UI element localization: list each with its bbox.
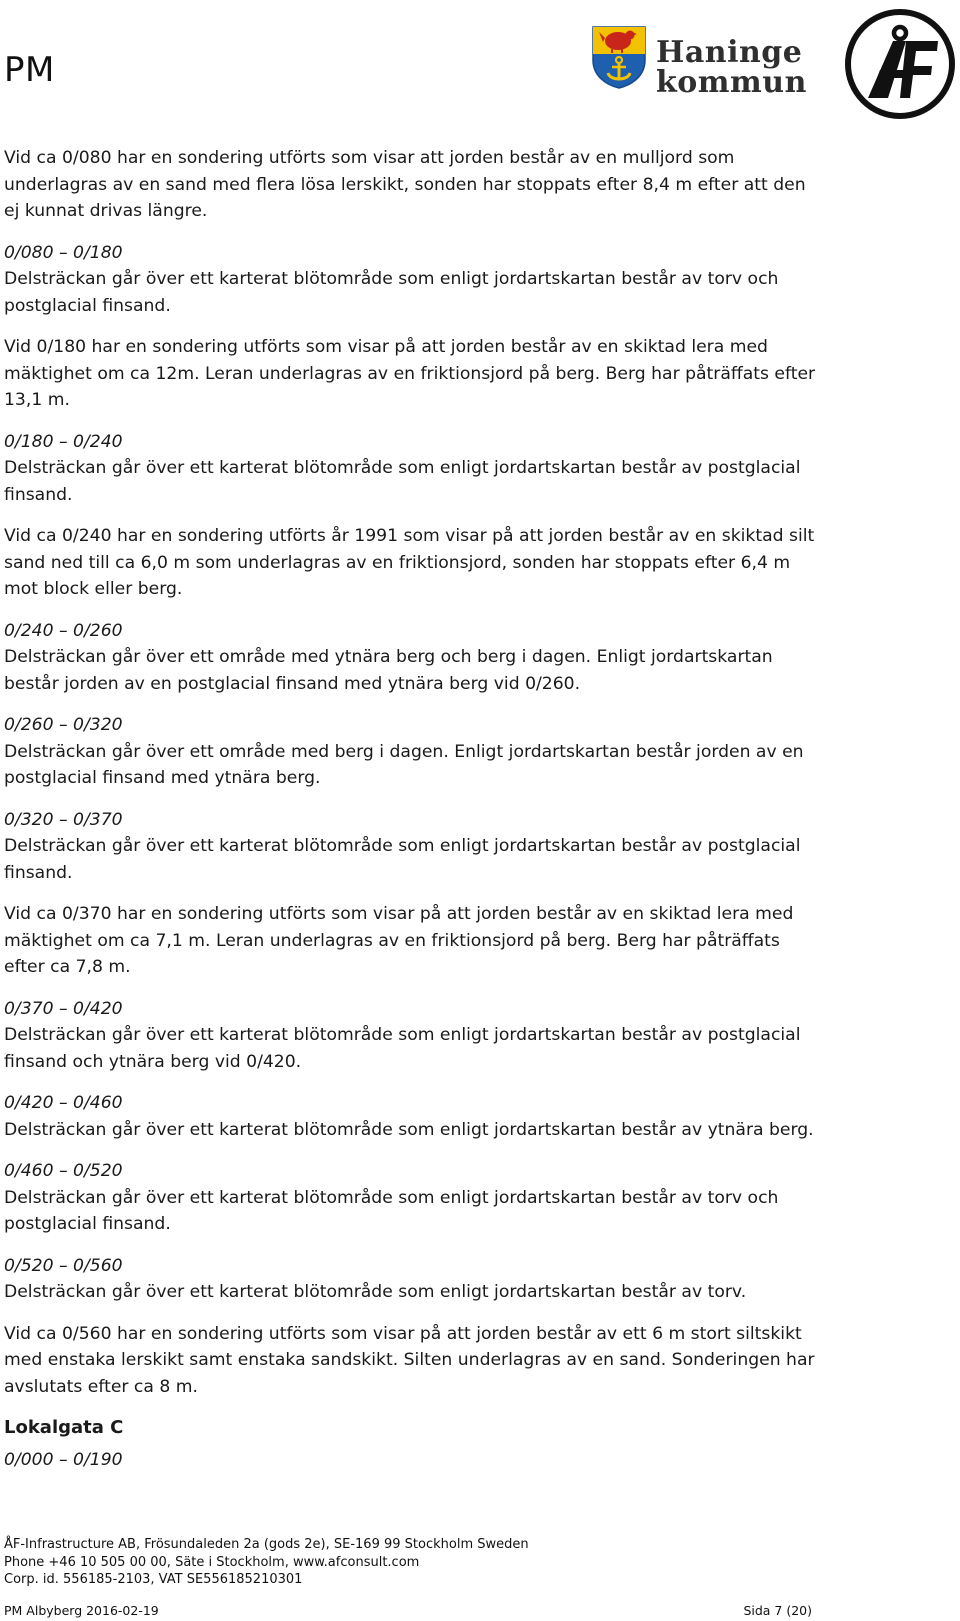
section-range: 0/080 – 0/180: [4, 242, 123, 263]
body-paragraph: Delsträckan går över ett område med berg i dagen. Enligt jordartskartan består jorden av en postglacial finsand med ytnära berg.: [4, 741, 804, 788]
haninge-logo-line-1: Haninge: [656, 35, 803, 70]
section-range: 0/420 – 0/460: [4, 1093, 123, 1113]
section-range: 0/000 – 0/190: [4, 1449, 123, 1470]
section-range: 0/520 – 0/560: [4, 1255, 123, 1276]
body-paragraph: Delsträckan går över ett karterat blötområde som enligt jordartskartan består av postglacial finsand.: [4, 458, 801, 505]
footer-company-line: ÅF-Infrastructure AB, Frösundaleden 2a (gods 2e), SE-169 99 Stockholm Sweden: [4, 1537, 529, 1552]
body-paragraph: Vid ca 0/370 har en sondering utförts som visar på att jorden består av en skiktad lera med mäktighet om ca 7,1 m. Leran underlagras av en friktionsjord på berg. Berg har påträffats efter ca 7,8 m.: [4, 904, 794, 977]
footer-page-number: Sida 7 (20): [743, 1603, 812, 1618]
haninge-logo-line-2: kommun: [656, 65, 807, 100]
header-logos: [590, 8, 960, 118]
footer-document-reference: PM Albyberg 2016-02-19: [4, 1603, 159, 1618]
body-paragraph: Vid ca 0/240 har en sondering utförts år 1991 som visar på att jorden består av en skiktad silt sand ned till ca 6,0 m som underlagras av en friktionsjord, sonden har stoppats efter 6,4 m mot block eller berg.: [4, 526, 815, 599]
body-paragraph: Delsträckan går över ett karterat blötområde som enligt jordartskartan består av torv och postglacial finsand.: [4, 1187, 779, 1234]
section-range: 0/370 – 0/420: [4, 998, 123, 1019]
section-heading: Lokalgata C: [4, 1417, 124, 1438]
body-paragraph: Delsträckan går över ett område med ytnära berg och berg i dagen. Enligt jordartskartan består jorden av en postglacial finsand med ytnära berg vid 0/260.: [4, 647, 773, 694]
body-paragraph: Delsträckan går över ett karterat blötområde som enligt jordartskartan består av torv.: [4, 1282, 747, 1302]
footer-corp-id-line: Corp. id. 556185-2103, VAT SE556185210301: [4, 1572, 303, 1587]
body-paragraph: Vid 0/180 har en sondering utförts som visar på att jorden består av en skiktad lera med mäktighet om ca 12m. Leran underlagras av en friktionsjord på berg. Berg har påträffats efter 13,1 m.: [4, 337, 816, 410]
body-paragraph: Delsträckan går över ett karterat blötområde som enligt jordartskartan består av postglacial finsand.: [4, 836, 801, 883]
body-paragraph: Vid ca 0/080 har en sondering utförts som visar att jorden består av en mulljord som underlagras av en sand med flera lösa lerskikt, sonden har stoppats efter 8,4 m efter att den ej kunnat drivas längre.: [4, 148, 806, 221]
section-range: 0/460 – 0/520: [4, 1161, 123, 1181]
haninge-coat-of-arms-icon: [590, 24, 648, 90]
section-range: 0/240 – 0/260: [4, 620, 123, 641]
body-paragraph: Vid ca 0/560 har en sondering utförts som visar på att jorden består av ett 6 m stort siltskikt med enstaka lerskikt samt enstaka sandskikt. Silten underlagras av en sand. Sonderingen har avslutats efter ca 8 m.: [4, 1323, 815, 1397]
body-paragraph: Delsträckan går över ett karterat blötområde som enligt jordartskartan består av postglacial finsand och ytnära berg vid 0/420.: [4, 1025, 801, 1072]
footer-company-info: [4, 1536, 529, 1589]
footer-contact-line: Phone +46 10 505 00 00, Säte i Stockholm, www.afconsult.com: [4, 1554, 420, 1570]
body-paragraph: Delsträckan går över ett karterat blötområde som enligt jordartskartan består av torv och postglacial finsand.: [4, 269, 779, 316]
document-body: [4, 145, 824, 1473]
af-logo-icon: [844, 8, 956, 120]
section-range: 0/260 – 0/320: [4, 715, 123, 735]
haninge-logo-text: [656, 35, 807, 100]
haninge-kommun-logo: [590, 24, 807, 100]
section-range: 0/180 – 0/240: [4, 431, 123, 452]
af-logo: [844, 8, 956, 120]
page-title: PM: [4, 50, 55, 90]
section-range: 0/320 – 0/370: [4, 809, 123, 830]
body-paragraph: Delsträckan går över ett karterat blötområde som enligt jordartskartan består av ytnära berg.: [4, 1119, 814, 1140]
